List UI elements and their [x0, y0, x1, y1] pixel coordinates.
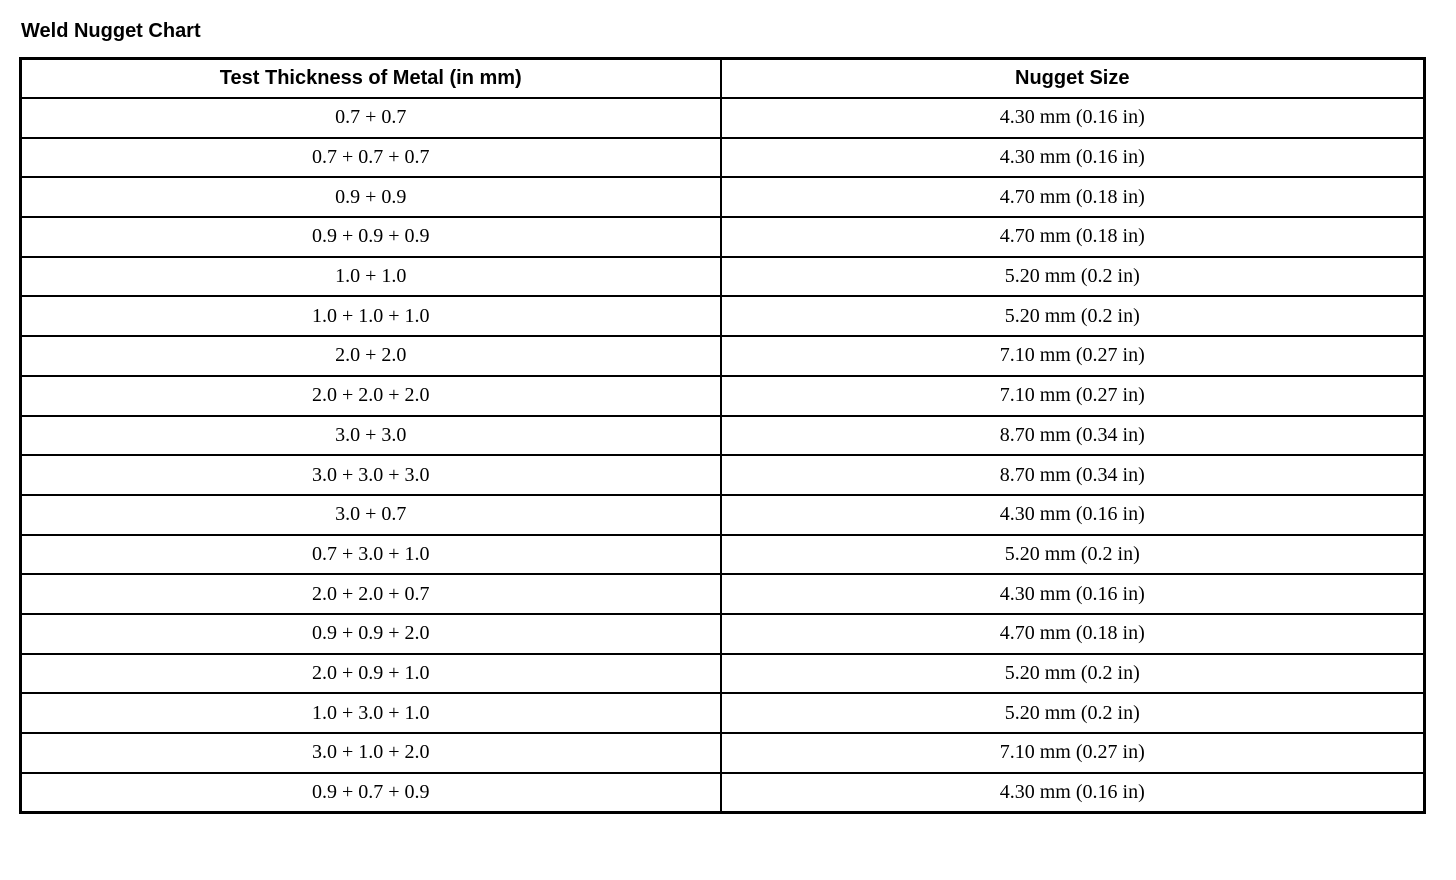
table-row	[21, 614, 1425, 654]
cell-thickness: 2.0 + 0.9 + 1.0	[21, 654, 721, 694]
table-row	[21, 336, 1425, 376]
header-thickness: Test Thickness of Metal (in mm)	[21, 59, 721, 99]
cell-nugget-size: 7.10 mm (0.27 in)	[721, 733, 1425, 773]
cell-thickness: 1.0 + 3.0 + 1.0	[21, 693, 721, 733]
cell-nugget-size: 8.70 mm (0.34 in)	[721, 416, 1425, 456]
cell-thickness: 0.9 + 0.9 + 0.9	[21, 217, 721, 257]
table-row	[21, 376, 1425, 416]
header-nugget-size: Nugget Size	[721, 59, 1425, 99]
table-row	[21, 177, 1425, 217]
table-row	[21, 733, 1425, 773]
cell-thickness: 3.0 + 3.0	[21, 416, 721, 456]
cell-nugget-size: 4.30 mm (0.16 in)	[721, 773, 1425, 813]
cell-thickness: 2.0 + 2.0	[21, 336, 721, 376]
cell-thickness: 3.0 + 1.0 + 2.0	[21, 733, 721, 773]
table-row	[21, 217, 1425, 257]
cell-thickness: 0.7 + 0.7 + 0.7	[21, 138, 721, 178]
table-row	[21, 455, 1425, 495]
cell-nugget-size: 5.20 mm (0.2 in)	[721, 693, 1425, 733]
table-row	[21, 296, 1425, 336]
cell-nugget-size: 7.10 mm (0.27 in)	[721, 376, 1425, 416]
cell-thickness: 2.0 + 2.0 + 2.0	[21, 376, 721, 416]
cell-thickness: 1.0 + 1.0	[21, 257, 721, 297]
cell-nugget-size: 5.20 mm (0.2 in)	[721, 257, 1425, 297]
cell-nugget-size: 5.20 mm (0.2 in)	[721, 654, 1425, 694]
cell-thickness: 3.0 + 3.0 + 3.0	[21, 455, 721, 495]
cell-nugget-size: 4.30 mm (0.16 in)	[721, 138, 1425, 178]
cell-thickness: 2.0 + 2.0 + 0.7	[21, 574, 721, 614]
cell-nugget-size: 4.30 mm (0.16 in)	[721, 574, 1425, 614]
table-header-row	[21, 59, 1425, 99]
cell-thickness: 0.7 + 3.0 + 1.0	[21, 535, 721, 575]
cell-nugget-size: 4.70 mm (0.18 in)	[721, 177, 1425, 217]
cell-nugget-size: 5.20 mm (0.2 in)	[721, 535, 1425, 575]
table-row	[21, 773, 1425, 813]
cell-nugget-size: 4.70 mm (0.18 in)	[721, 614, 1425, 654]
cell-thickness: 3.0 + 0.7	[21, 495, 721, 535]
table-row	[21, 416, 1425, 456]
cell-thickness: 0.7 + 0.7	[21, 98, 721, 138]
table-row	[21, 495, 1425, 535]
weld-nugget-table	[19, 57, 1426, 814]
table-row	[21, 138, 1425, 178]
cell-nugget-size: 5.20 mm (0.2 in)	[721, 296, 1425, 336]
table-row	[21, 257, 1425, 297]
cell-nugget-size: 4.30 mm (0.16 in)	[721, 495, 1425, 535]
cell-nugget-size: 4.30 mm (0.16 in)	[721, 98, 1425, 138]
cell-thickness: 0.9 + 0.9 + 2.0	[21, 614, 721, 654]
cell-nugget-size: 8.70 mm (0.34 in)	[721, 455, 1425, 495]
table-row	[21, 98, 1425, 138]
cell-thickness: 0.9 + 0.7 + 0.9	[21, 773, 721, 813]
table-row	[21, 693, 1425, 733]
cell-nugget-size: 4.70 mm (0.18 in)	[721, 217, 1425, 257]
cell-thickness: 0.9 + 0.9	[21, 177, 721, 217]
cell-thickness: 1.0 + 1.0 + 1.0	[21, 296, 721, 336]
table-row	[21, 574, 1425, 614]
table-row	[21, 535, 1425, 575]
cell-nugget-size: 7.10 mm (0.27 in)	[721, 336, 1425, 376]
page-title: Weld Nugget Chart	[21, 20, 201, 42]
table-row	[21, 654, 1425, 694]
